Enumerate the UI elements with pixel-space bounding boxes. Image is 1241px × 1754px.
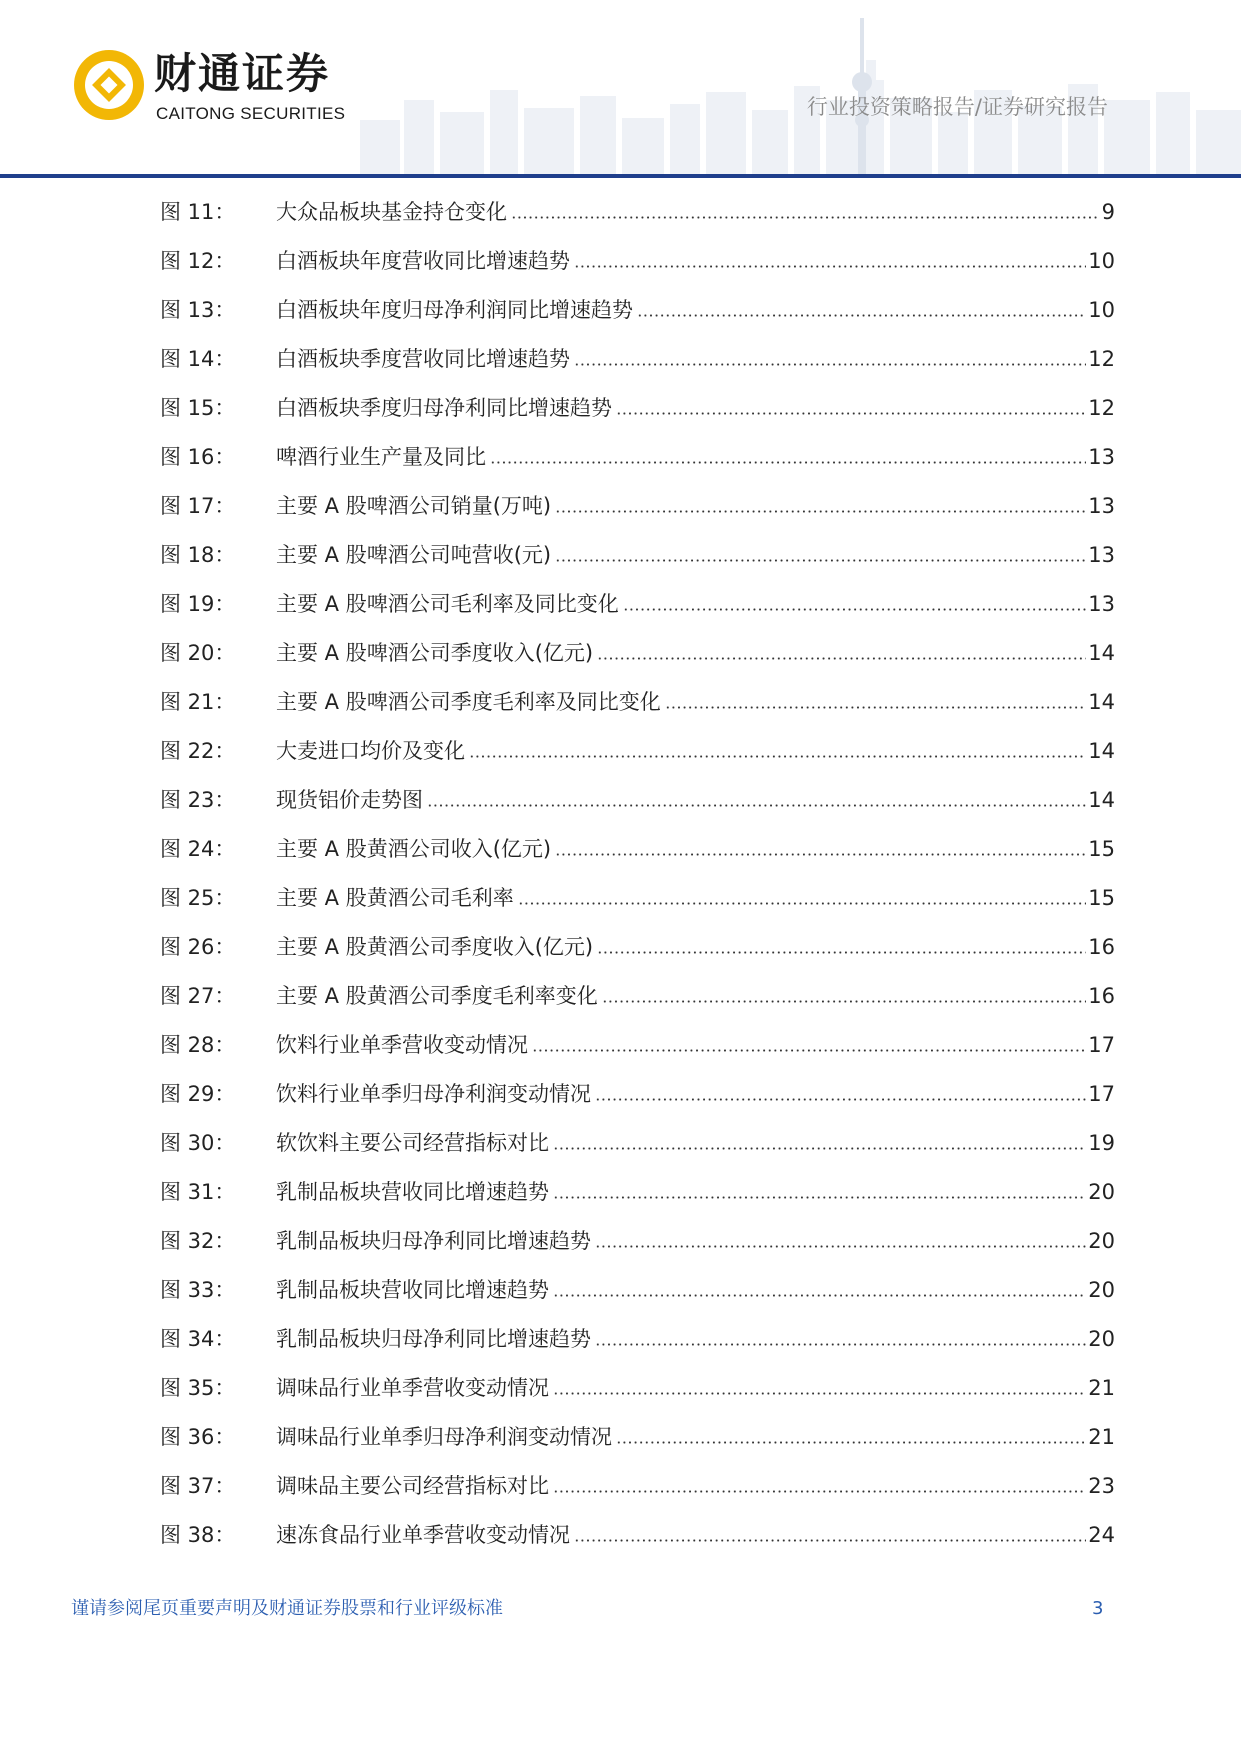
brand-name-cn: 财通证券 <box>154 49 331 98</box>
toc-page-number: 24 <box>1088 1522 1115 1547</box>
toc-entry[interactable] <box>160 1265 1115 1314</box>
toc-figure-title: 调味品主要公司经营指标对比 <box>276 1473 549 1498</box>
toc-page-number: 10 <box>1088 297 1115 322</box>
toc-dot-leader <box>665 706 1087 709</box>
toc-figure-title: 啤酒行业生产量及同比 <box>276 444 486 469</box>
toc-entry[interactable] <box>160 1069 1115 1118</box>
toc-figure-number: 图 31： <box>160 1179 236 1204</box>
disclaimer-note: 谨请参阅尾页重要声明及财通证券股票和行业评级标准 <box>71 1598 503 1619</box>
report-type-label: 行业投资策略报告/证券研究报告 <box>806 95 1108 119</box>
toc-figure-title: 主要 A 股啤酒公司毛利率及同比变化 <box>276 591 619 616</box>
toc-entry[interactable] <box>160 334 1115 383</box>
toc-dot-leader <box>553 1147 1086 1150</box>
toc-figure-title: 主要 A 股啤酒公司吨营收(元) <box>276 542 552 567</box>
toc-figure-title: 白酒板块年度营收同比增速趋势 <box>276 248 570 273</box>
toc-dot-leader <box>597 657 1086 660</box>
toc-entry[interactable] <box>160 971 1115 1020</box>
company-logo <box>72 46 372 128</box>
toc-dot-leader <box>555 853 1086 856</box>
toc-entry[interactable] <box>160 579 1115 628</box>
toc-page-number: 13 <box>1088 493 1115 518</box>
toc-figure-title: 大麦进口均价及变化 <box>276 738 465 763</box>
toc-dot-leader <box>511 216 1100 219</box>
toc-dot-leader <box>602 1000 1087 1003</box>
toc-figure-title: 主要 A 股黄酒公司毛利率 <box>276 885 514 910</box>
toc-dot-leader <box>623 608 1087 611</box>
toc-page-number: 10 <box>1088 248 1115 273</box>
toc-figure-number: 图 23： <box>160 787 236 812</box>
toc-figure-number: 图 26： <box>160 934 236 959</box>
toc-entry[interactable] <box>160 236 1115 285</box>
toc-entry[interactable] <box>160 481 1115 530</box>
toc-figure-title: 主要 A 股啤酒公司季度收入(亿元) <box>276 640 594 665</box>
toc-entry[interactable] <box>160 873 1115 922</box>
toc-entry[interactable] <box>160 824 1115 873</box>
toc-dot-leader <box>553 1294 1086 1297</box>
toc-dot-leader <box>574 363 1086 366</box>
toc-page-number: 12 <box>1088 346 1115 371</box>
toc-dot-leader <box>427 804 1086 807</box>
toc-dot-leader <box>553 1392 1086 1395</box>
toc-page-number: 16 <box>1088 983 1115 1008</box>
toc-figure-title: 速冻食品行业单季营收变动情况 <box>276 1522 570 1547</box>
toc-page-number: 19 <box>1088 1130 1115 1155</box>
toc-page-number: 20 <box>1088 1179 1115 1204</box>
toc-figure-title: 软饮料主要公司经营指标对比 <box>276 1130 549 1155</box>
brand-name-en: CAITONG SECURITIES <box>156 104 346 123</box>
toc-entry[interactable] <box>160 383 1115 432</box>
toc-figure-title: 主要 A 股啤酒公司季度毛利率及同比变化 <box>276 689 661 714</box>
toc-figure-title: 主要 A 股啤酒公司销量(万吨) <box>276 493 552 518</box>
toc-entry[interactable] <box>160 1020 1115 1069</box>
toc-figure-number: 图 11： <box>160 199 236 224</box>
toc-dot-leader <box>595 1098 1086 1101</box>
toc-figure-number: 图 29： <box>160 1081 236 1106</box>
toc-entry[interactable] <box>160 775 1115 824</box>
toc-dot-leader <box>595 1245 1086 1248</box>
toc-figure-title: 现货铝价走势图 <box>276 787 423 812</box>
toc-dot-leader <box>574 1539 1086 1542</box>
toc-figure-title: 白酒板块季度归母净利同比增速趋势 <box>276 395 612 420</box>
toc-figure-title: 乳制品板块归母净利同比增速趋势 <box>276 1228 591 1253</box>
toc-page-number: 14 <box>1088 787 1115 812</box>
toc-entry[interactable] <box>160 922 1115 971</box>
toc-figure-title: 大众品板块基金持仓变化 <box>276 199 507 224</box>
toc-entry[interactable] <box>160 1314 1115 1363</box>
toc-page-number: 21 <box>1088 1424 1115 1449</box>
toc-entry[interactable] <box>160 530 1115 579</box>
toc-entry[interactable] <box>160 1412 1115 1461</box>
toc-figure-title: 饮料行业单季营收变动情况 <box>276 1032 528 1057</box>
toc-entry[interactable] <box>160 1461 1115 1510</box>
toc-figure-title: 乳制品板块营收同比增速趋势 <box>276 1277 549 1302</box>
toc-figure-title: 调味品行业单季营收变动情况 <box>276 1375 549 1400</box>
toc-dot-leader <box>595 1343 1086 1346</box>
toc-figure-number: 图 14： <box>160 346 236 371</box>
toc-figure-number: 图 28： <box>160 1032 236 1057</box>
toc-page-number: 14 <box>1088 689 1115 714</box>
toc-figure-title: 白酒板块年度归母净利润同比增速趋势 <box>276 297 633 322</box>
toc-page-number: 23 <box>1088 1473 1115 1498</box>
toc-page-number: 15 <box>1088 836 1115 861</box>
toc-page-number: 13 <box>1088 591 1115 616</box>
toc-figure-number: 图 16： <box>160 444 236 469</box>
toc-page-number: 17 <box>1088 1081 1115 1106</box>
toc-figure-number: 图 38： <box>160 1522 236 1547</box>
toc-entry[interactable] <box>160 677 1115 726</box>
toc-figure-number: 图 18： <box>160 542 236 567</box>
toc-entry[interactable] <box>160 726 1115 775</box>
toc-entry[interactable] <box>160 1167 1115 1216</box>
toc-dot-leader <box>469 755 1086 758</box>
toc-page-number: 17 <box>1088 1032 1115 1057</box>
toc-figure-number: 图 19： <box>160 591 236 616</box>
toc-dot-leader <box>553 1490 1086 1493</box>
toc-figure-number: 图 35： <box>160 1375 236 1400</box>
toc-figure-number: 图 24： <box>160 836 236 861</box>
toc-dot-leader <box>532 1049 1086 1052</box>
toc-figure-number: 图 21： <box>160 689 236 714</box>
toc-dot-leader <box>616 412 1086 415</box>
toc-dot-leader <box>574 265 1086 268</box>
toc-figure-title: 乳制品板块营收同比增速趋势 <box>276 1179 549 1204</box>
toc-entry[interactable] <box>160 1216 1115 1265</box>
toc-figure-number: 图 20： <box>160 640 236 665</box>
toc-entry[interactable] <box>160 285 1115 334</box>
toc-page-number: 9 <box>1101 199 1115 224</box>
toc-figure-title: 白酒板块季度营收同比增速趋势 <box>276 346 570 371</box>
toc-figure-number: 图 36： <box>160 1424 236 1449</box>
toc-page-number: 15 <box>1088 885 1115 910</box>
toc-figure-number: 图 33： <box>160 1277 236 1302</box>
toc-entry[interactable] <box>160 628 1115 677</box>
toc-entry[interactable] <box>160 187 1115 236</box>
toc-dot-leader <box>555 510 1086 513</box>
toc-page-number: 13 <box>1088 542 1115 567</box>
toc-dot-leader <box>597 951 1086 954</box>
toc-entry[interactable] <box>160 1363 1115 1412</box>
toc-dot-leader <box>518 902 1087 905</box>
toc-page-number: 20 <box>1088 1277 1115 1302</box>
toc-figure-title: 乳制品板块归母净利同比增速趋势 <box>276 1326 591 1351</box>
figure-index <box>160 187 1115 1559</box>
toc-figure-title: 主要 A 股黄酒公司季度毛利率变化 <box>276 983 598 1008</box>
toc-page-number: 13 <box>1088 444 1115 469</box>
toc-page-number: 14 <box>1088 640 1115 665</box>
toc-figure-number: 图 15： <box>160 395 236 420</box>
toc-figure-number: 图 25： <box>160 885 236 910</box>
toc-figure-title: 主要 A 股黄酒公司季度收入(亿元) <box>276 934 594 959</box>
toc-figure-title: 主要 A 股黄酒公司收入(亿元) <box>276 836 552 861</box>
caitong-coin-icon <box>72 48 146 122</box>
toc-page-number: 16 <box>1088 934 1115 959</box>
toc-dot-leader <box>553 1196 1086 1199</box>
toc-figure-number: 图 32： <box>160 1228 236 1253</box>
toc-dot-leader <box>637 314 1086 317</box>
toc-figure-number: 图 34： <box>160 1326 236 1351</box>
toc-figure-title: 调味品行业单季归母净利润变动情况 <box>276 1424 612 1449</box>
toc-dot-leader <box>490 461 1086 464</box>
toc-entry[interactable] <box>160 1118 1115 1167</box>
page-header <box>0 0 1241 178</box>
toc-figure-number: 图 27： <box>160 983 236 1008</box>
toc-entry[interactable] <box>160 432 1115 481</box>
toc-figure-title: 饮料行业单季归母净利润变动情况 <box>276 1081 591 1106</box>
toc-dot-leader <box>555 559 1086 562</box>
toc-figure-number: 图 17： <box>160 493 236 518</box>
toc-figure-number: 图 22： <box>160 738 236 763</box>
toc-page-number: 12 <box>1088 395 1115 420</box>
toc-page-number: 21 <box>1088 1375 1115 1400</box>
toc-figure-number: 图 30： <box>160 1130 236 1155</box>
toc-figure-number: 图 12： <box>160 248 236 273</box>
header-divider <box>0 174 1241 178</box>
toc-figure-number: 图 37： <box>160 1473 236 1498</box>
toc-page-number: 20 <box>1088 1326 1115 1351</box>
toc-entry[interactable] <box>160 1510 1115 1559</box>
toc-page-number: 20 <box>1088 1228 1115 1253</box>
toc-page-number: 14 <box>1088 738 1115 763</box>
page-number: 3 <box>1092 1598 1104 1619</box>
toc-dot-leader <box>616 1441 1086 1444</box>
toc-figure-number: 图 13： <box>160 297 236 322</box>
